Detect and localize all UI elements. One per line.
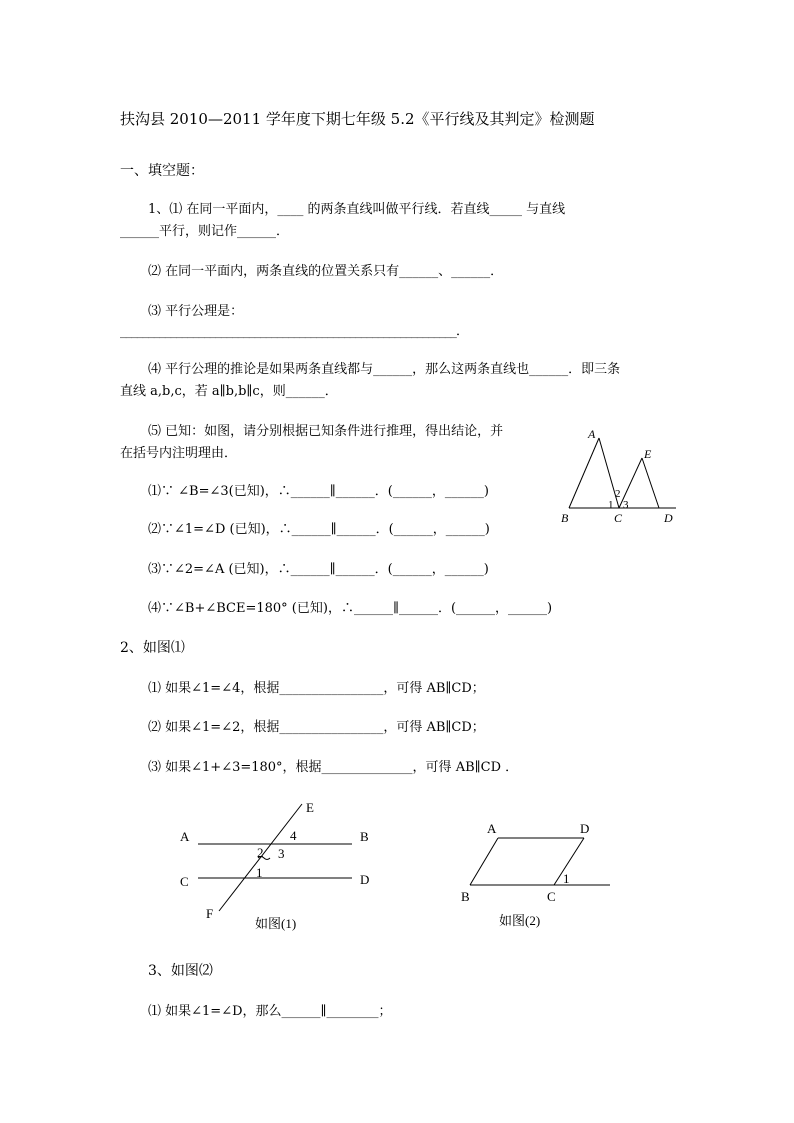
question-1-5-line-1: ⑸ 已知：如图，请分别根据已知条件进行推理，得出结论，并 bbox=[148, 424, 504, 439]
question-1-5-step-1: ⑴∵ ∠B=∠3(已知)，∴______∥______．(______，______) bbox=[148, 484, 489, 499]
question-2-3: ⑶ 如果∠1+∠3=180°，根据______________，可得 AB∥CD ． bbox=[148, 760, 519, 775]
figure-1-caption: 如图(1) bbox=[255, 916, 297, 931]
label-A: A bbox=[588, 427, 596, 441]
figure-1-parallel-lines bbox=[170, 796, 385, 938]
label-A: A bbox=[487, 821, 497, 836]
angle-label-2: 2 bbox=[615, 488, 621, 500]
label-D: D bbox=[664, 511, 673, 525]
label-A: A bbox=[180, 829, 190, 844]
angle-label-1: 1 bbox=[563, 871, 570, 886]
question-1-2: ⑵ 在同一平面内，两条直线的位置关系只有______、______． bbox=[148, 264, 504, 279]
angle-label-3: 3 bbox=[623, 499, 629, 511]
label-E: E bbox=[306, 800, 314, 815]
question-1-3: ⑶ 平行公理是： bbox=[148, 304, 244, 319]
segment-ab bbox=[470, 838, 498, 885]
question-1-4-line-2: 直线 a,b,c，若 a∥b,b∥c，则______． bbox=[120, 384, 338, 399]
question-2-1: ⑴ 如果∠1=∠4，根据________________，可得 AB∥CD； bbox=[148, 681, 485, 696]
label-D: D bbox=[580, 821, 590, 836]
section-heading-fill-in: 一、填空题： bbox=[120, 163, 204, 179]
triangles-figure bbox=[552, 418, 682, 530]
segment-ab bbox=[569, 438, 599, 508]
angle-label-3: 3 bbox=[278, 846, 285, 861]
figure-2-caption: 如图(2) bbox=[499, 913, 541, 928]
question-3-1: ⑴ 如果∠1=∠D，那么______∥________； bbox=[148, 1004, 392, 1019]
page-title: 扶沟县 2010—2011 学年度下期七年级 5.2《平行线及其判定》检测题 bbox=[120, 110, 595, 128]
label-F: F bbox=[206, 906, 214, 921]
question-1-4-line-1: ⑷ 平行公理的推论是如果两条直线都与______，那么这两条直线也______．即三条 bbox=[148, 362, 621, 377]
question-1-5-step-2: ⑵∵∠1=∠D (已知)，∴______∥______．(______，______) bbox=[148, 522, 490, 537]
angle-label-1: 1 bbox=[256, 865, 263, 880]
label-B: B bbox=[561, 511, 569, 525]
label-C: C bbox=[614, 511, 623, 525]
label-B: B bbox=[461, 889, 470, 904]
segment-ed bbox=[642, 458, 659, 508]
question-2-heading: 2、如图⑴ bbox=[120, 640, 185, 656]
question-1-1-line-1: 1、⑴ 在同一平面内，____ 的两条直线叫做平行线．若直线_____ 与直线 bbox=[148, 202, 566, 217]
question-2-2: ⑵ 如果∠1=∠2，根据________________，可得 AB∥CD； bbox=[148, 720, 485, 735]
question-1-1-line-2: ______平行，则记作______． bbox=[120, 224, 290, 239]
label-C: C bbox=[180, 874, 189, 889]
label-B: B bbox=[360, 829, 369, 844]
label-D: D bbox=[360, 872, 370, 887]
angle-label-1: 1 bbox=[608, 499, 614, 511]
question-1-5-line-2: 在括号内注明理由． bbox=[120, 446, 238, 461]
label-C: C bbox=[547, 889, 556, 904]
question-3-heading: 3、如图⑵ bbox=[148, 963, 213, 979]
question-1-5-step-4: ⑷∵∠B+∠BCE=180° (已知)，∴______∥______．(______，______) bbox=[148, 601, 553, 616]
question-1-5-step-3: ⑶∵∠2=∠A (已知)，∴______∥______．(______，______) bbox=[148, 562, 489, 577]
question-1-3-blank: ____________________________________________________________． bbox=[120, 324, 469, 339]
label-E: E bbox=[644, 447, 652, 461]
figure-2-parallelogram bbox=[452, 814, 622, 934]
angle-label-4: 4 bbox=[290, 828, 297, 843]
angle-label-2: 2 bbox=[257, 845, 264, 860]
